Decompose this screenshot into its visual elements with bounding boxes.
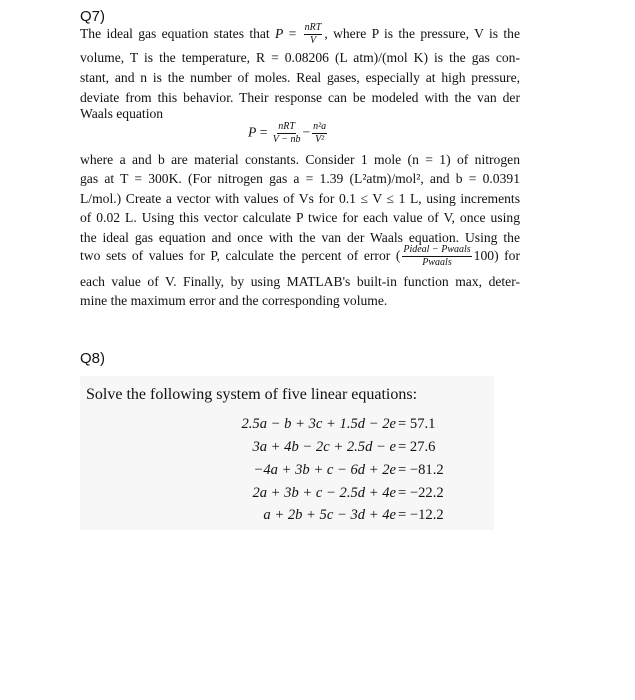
q7-line-3: stant, and n is the number of moles. Real gases, especially at high pressure, [80, 70, 520, 85]
q7-line-6: where a and b are material constants. Consider 1 mole (n = 1) of nitrogen [80, 152, 520, 167]
vdw-denominator-1: V − nb [272, 134, 301, 145]
equation-3-rhs: = −81.2 [398, 462, 444, 478]
equation-3-rhs-value: −81.2 [409, 462, 444, 478]
vdw-pressure-symbol: P [248, 124, 257, 140]
percent-error-numerator: Pideal − Pwaals [403, 244, 471, 256]
q7-line-1: The ideal gas equation states that P = $\frac{\text{nRT}}{V}$ , where P is the pressure, V is the [80, 22, 520, 47]
ideal-gas-numerator: nRT [304, 22, 322, 34]
vdw-numerator-2: n²a [313, 121, 327, 132]
vdw-numerator-1: nRT [278, 121, 295, 132]
equation-2-rhs-value: 27.6 [409, 439, 436, 455]
vdw-denominator-2: V² [315, 134, 325, 145]
q7-line-13: mine the maximum error and the corresponding volume. [80, 293, 388, 308]
van-der-waals-equation: P = $\frac{\text{nRT}}{V - nb}$ − $\frac{\text{n²a}}{\text{V²}}$ [248, 121, 327, 145]
equation-1-rhs-value: 57.1 [409, 416, 436, 432]
equation-1-rhs: = 57.1 [398, 416, 436, 432]
q7-line-12: each value of V. Finally, by using MATLAB's built-in function max, deter- [80, 274, 520, 289]
question-8-heading: Q8) [80, 350, 106, 367]
ideal-gas-denominator: V [309, 35, 317, 47]
q7-line-9: of 0.02 L. Using this vector calculate P twice for each value of V, once using [80, 210, 520, 225]
q7-line-1-text-b: , where P is the pressure, V is the [324, 26, 520, 41]
equation-5-rhs-value: −12.2 [409, 507, 444, 523]
q7-line-7: gas at T = 300K. (For nitrogen gas a = 1.39 (L²atm)/mol², and b = 0.0391 [80, 171, 520, 186]
equation-4-rhs: = −22.2 [398, 485, 444, 501]
q7-line-8: L/mol.) Create a vector with values of Vs for 0.1 ≤ V ≤ 1 L, using increments [80, 191, 520, 206]
q7-line-11-text-b: 100) for [473, 248, 520, 263]
equation-1-lhs: 2.5a − b + 3c + 1.5d − 2e [241, 416, 396, 432]
equation-5-rhs: = −12.2 [398, 507, 444, 523]
ideal-gas-fraction [304, 23, 323, 46]
equation-5-lhs: a + 2b + 5c − 3d + 4e [263, 507, 396, 523]
percent-error-fraction [402, 245, 471, 268]
q8-problem-box [80, 376, 494, 530]
question-7-heading: Q7) [80, 8, 106, 25]
equation-2-rhs: = 27.6 [398, 439, 436, 455]
q7-line-5: Waals equation [80, 106, 164, 121]
q7-line-10: the ideal gas equation and once with the van der Waals equation. Using the [80, 230, 520, 245]
equation-4-rhs-value: −22.2 [409, 485, 444, 501]
q7-line-2: volume, T is the temperature, R = 0.08206 (L atm)/(mol K) is the gas con- [80, 50, 520, 65]
vdw-fraction-2 [312, 122, 327, 145]
vdw-fraction-1 [273, 122, 301, 145]
percent-error-denominator: Pwaals [422, 257, 452, 269]
q7-line-11-text-a: two sets of values for P, calculate the percent of error ( [80, 248, 401, 263]
equation-3-lhs: −4a + 3b + c − 6d + 2e [253, 462, 396, 478]
q7-line-1-text-a: The ideal gas equation states that [80, 26, 276, 41]
equation-4-lhs: 2a + 3b + c − 2.5d + 4e [252, 485, 396, 501]
equation-2-lhs: 3a + 4b − 2c + 2.5d − e [252, 439, 396, 455]
q8-title: Solve the following system of five linear equations: [86, 386, 418, 403]
ideal-pressure-symbol: P [275, 26, 284, 41]
q7-line-4: deviate from this behavior. Their response can be modeled with the van der [80, 90, 520, 105]
q7-line-11 [80, 242, 520, 270]
